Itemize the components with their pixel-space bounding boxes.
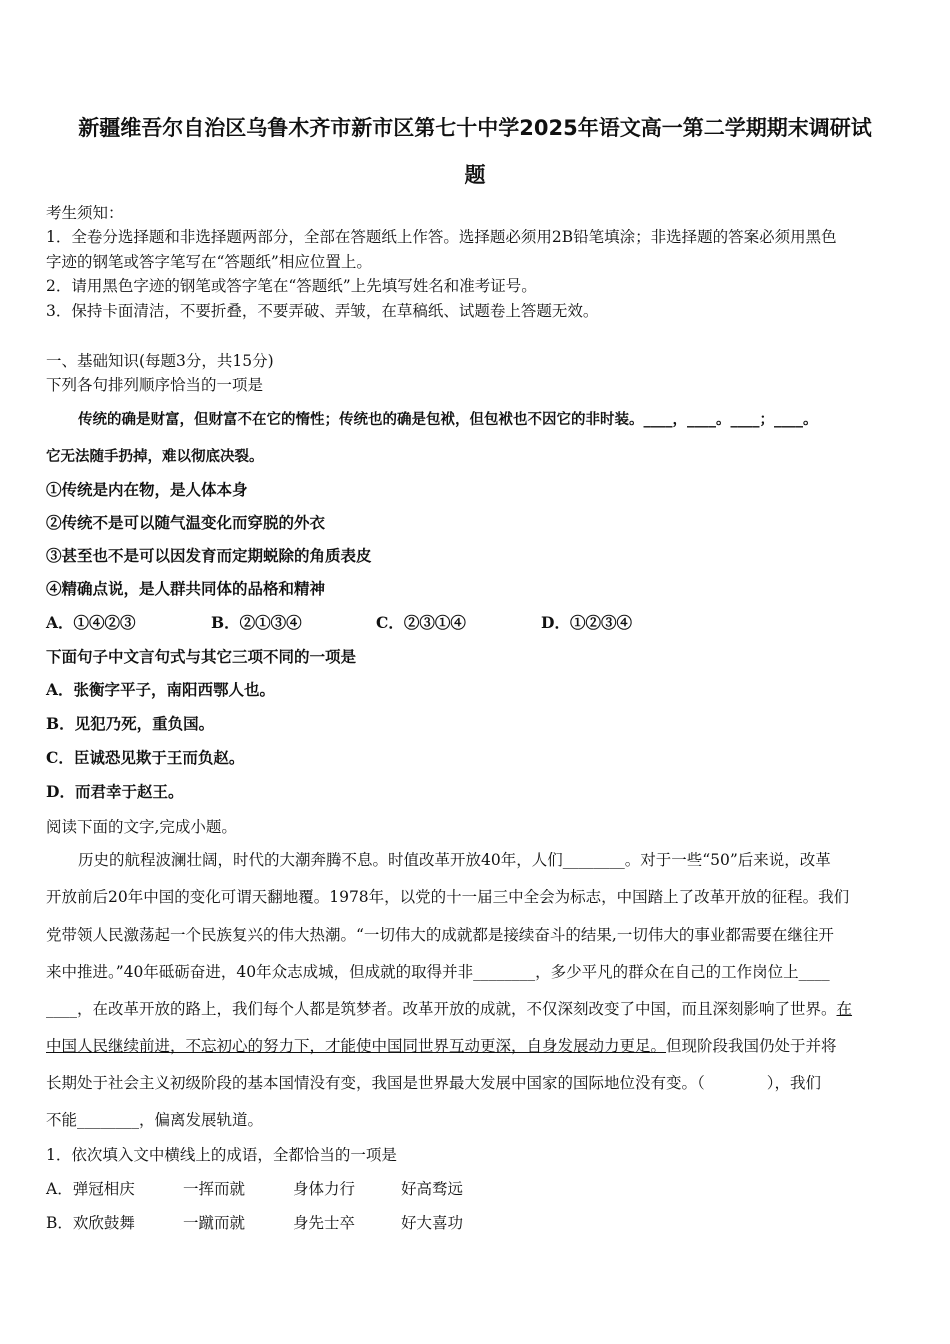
- answer-options: [46, 611, 632, 635]
- reading-paragraph-line: 历史的航程波澜壮阔，时代的大潮奔腾不息。时值改革开放40年，人们________。对于一些“50”后来说，改革: [78, 851, 831, 869]
- passage-text-cont: 它无法随手扔掉，难以彻底决裂。: [46, 448, 264, 465]
- notice-heading: 考生须知：: [46, 204, 124, 222]
- sentence-3: ③甚至也不是可以因发育而定期蜕除的角质表皮: [46, 546, 372, 565]
- idiom: 好高骛远: [401, 1180, 464, 1198]
- sentence-1: ①传统是内在物，是人体本身: [46, 480, 248, 499]
- option-a-label: A．弹冠相庆: [46, 1180, 135, 1198]
- underlined-sentence: 在: [836, 1000, 853, 1018]
- option-a: A．张衡字平子，南阳西鄂人也。: [46, 680, 276, 699]
- option-c: C．②③①④: [376, 613, 466, 632]
- idiom: 一挥而就: [183, 1180, 246, 1198]
- sentence-4: ④精确点说，是人群共同体的品格和精神: [46, 579, 326, 598]
- reading-paragraph-line: 来中推进。”40年砥砺奋进，40年众志成城，但成就的取得并非________，多少平凡的群众在自己的工作岗位上____: [46, 963, 830, 981]
- option-c: C．臣诚恐见欺于王而负赵。: [46, 748, 245, 767]
- notice-item-1-cont: 字迹的钢笔或答字笔写在“答题纸”相应位置上。: [46, 253, 372, 271]
- reading-paragraph-line: 不能________，偏离发展轨道。: [46, 1111, 264, 1129]
- option-b-label: B．欢欣鼓舞: [46, 1214, 135, 1232]
- option-row-b: [46, 1211, 463, 1235]
- passage-text: 传统的确是财富，但财富不在它的惰性；传统也的确是包袱，但包袱也不因它的非时装。____，____。____；____。: [78, 411, 818, 428]
- notice-item-3: 3．保持卡面清洁，不要折叠，不要弄破、弄皱，在草稿纸、试题卷上答题无效。: [46, 302, 599, 320]
- option-d: D．①②③④: [541, 613, 632, 632]
- question-stem: 下面句子中文言句式与其它三项不同的一项是: [46, 647, 357, 666]
- reading-paragraph-line: 党带领人民激荡起一个民族复兴的伟大热潮。“一切伟大的成就都是接续奋斗的结果,一切伟大的事业都需要在继往开: [46, 926, 834, 944]
- notice-item-2: 2．请用黑色字迹的钢笔或答字笔在“答题纸”上先填写姓名和准考证号。: [46, 277, 537, 295]
- underlined-sentence: 中国人民继续前进，不忘初心的努力下，才能使中国同世界互动更深，自身发展动力更足。: [46, 1037, 667, 1055]
- option-b: B．②①③④: [211, 613, 302, 632]
- idiom: 身先士卒: [293, 1214, 356, 1232]
- reading-paragraph-line: [46, 997, 852, 1021]
- idiom: 好大喜功: [401, 1214, 464, 1232]
- option-a: A．①④②③: [46, 613, 136, 632]
- section-heading: 一、基础知识(每题3分，共15分): [46, 352, 274, 370]
- reading-paragraph-line: 长期处于社会主义初级阶段的基本国情没有变，我国是世界最大发展中国家的国际地位没有变。（ ），我们: [46, 1074, 822, 1092]
- question-stem: 下列各句排列顺序恰当的一项是: [46, 376, 264, 394]
- idiom: 一蹴而就: [183, 1214, 246, 1232]
- reading-text: 但现阶段我国仍处于并将: [666, 1037, 837, 1055]
- option-b: B．见犯乃死，重负国。: [46, 714, 215, 733]
- reading-intro: 阅读下面的文字,完成小题。: [46, 818, 237, 836]
- question-stem: 1．依次填入文中横线上的成语，全都恰当的一项是: [46, 1146, 397, 1164]
- page-title: 新疆维吾尔自治区乌鲁木齐市新市区第七十中学2025年语文高一第二学期期末调研试: [78, 116, 872, 140]
- reading-paragraph-line: 开放前后20年中国的变化可谓天翻地覆。1978年，以党的十一届三中全会为标志，中国踏上了改革开放的征程。我们: [46, 888, 850, 906]
- sentence-2: ②传统不是可以随气温变化而穿脱的外衣: [46, 513, 326, 532]
- reading-paragraph-line: [46, 1034, 837, 1058]
- notice-item-1: 1．全卷分选择题和非选择题两部分，全部在答题纸上作答。选择题必须用2B铅笔填涂；非选择题的答案必须用黑色: [46, 228, 837, 246]
- idiom: 身体力行: [293, 1180, 356, 1198]
- reading-text: ____，在改革开放的路上，我们每个人都是筑梦者。改革开放的成就，不仅深刻改变了中国，而且深刻影响了世界。: [46, 1000, 837, 1018]
- option-row-a: [46, 1177, 463, 1201]
- option-d: D．而君幸于赵王。: [46, 782, 184, 801]
- page-title-continued: 题: [464, 163, 486, 187]
